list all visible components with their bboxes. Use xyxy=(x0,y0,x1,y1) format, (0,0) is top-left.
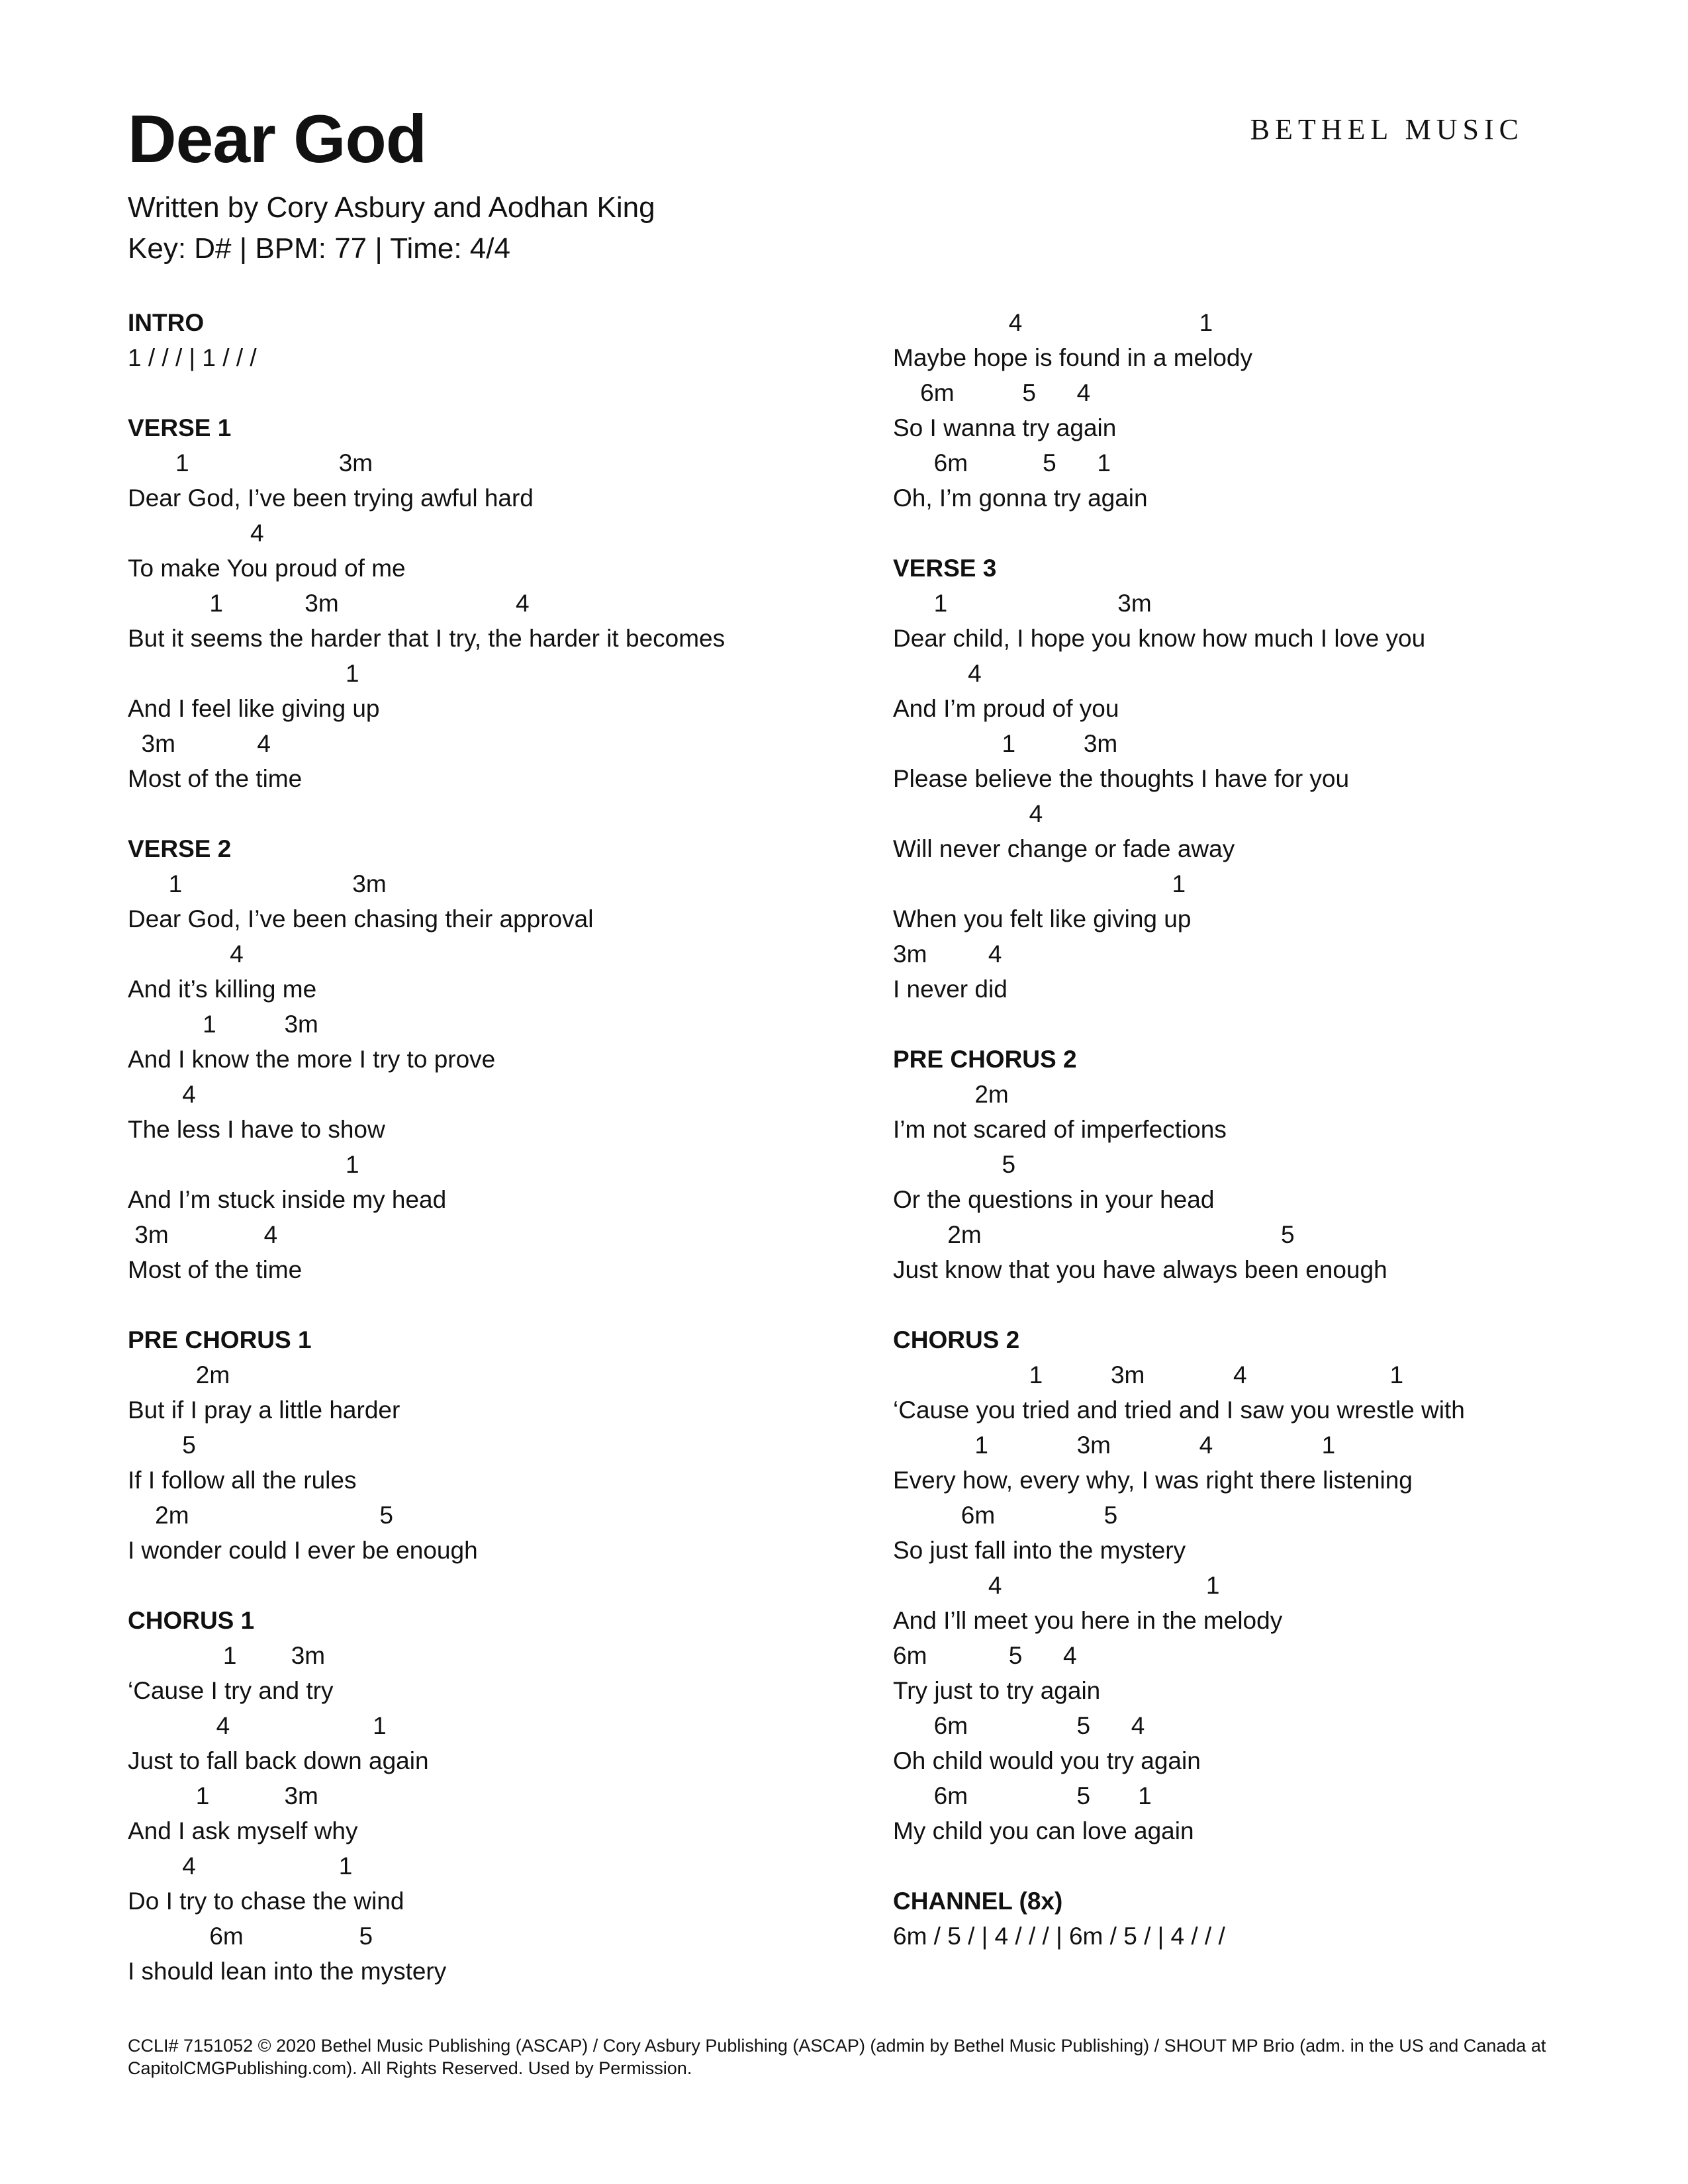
chord-line: 2m 5 xyxy=(893,1221,1295,1248)
copyright-footer: CCLI# 7151052 © 2020 Bethel Music Publishing (ASCAP) / Cory Asbury Publishing (ASCAP) (admin by Bethel Music Publishing) / SHOUT MP Brio (adm. in the US and Canada at CapitolCMGPublishing.com). All Rights Reserved. Used by Permission. xyxy=(128,2036,1546,2078)
chord-line: 4 xyxy=(893,660,982,687)
chord-line: 1 3m xyxy=(893,590,1152,617)
chord-line: 4 xyxy=(128,520,264,547)
lyric-line: My child you can love again xyxy=(893,1817,1194,1844)
chord-line: 5 xyxy=(893,1151,1016,1178)
chord-line: 4 1 xyxy=(128,1852,353,1880)
song-section xyxy=(893,1042,1555,1287)
chart-column-right xyxy=(893,305,1555,1989)
section-heading: CHANNEL (8x) xyxy=(893,1888,1063,1915)
chord-line: 4 xyxy=(893,800,1043,827)
lyric-line: The less I have to show xyxy=(128,1116,385,1143)
chord-line: 6m 5 xyxy=(128,1923,373,1950)
chord-line: 1 3m xyxy=(893,730,1118,757)
lyric-line: Just to fall back down again xyxy=(128,1747,429,1774)
lyric-line: Do I try to chase the wind xyxy=(128,1888,404,1915)
lyric-line: Just know that you have always been enough xyxy=(893,1256,1387,1283)
section-heading: VERSE 2 xyxy=(128,835,232,862)
chord-line: 6m / 5 / | 4 / / / | 6m / 5 / | 4 / / / xyxy=(893,1923,1225,1950)
lyric-line: Will never change or fade away xyxy=(893,835,1235,862)
chord-line: 1 3m 4 xyxy=(128,590,530,617)
chord-line: 1 3m xyxy=(128,1011,318,1038)
chord-line: 1 xyxy=(128,660,359,687)
chord-line: 1 xyxy=(128,1151,359,1178)
lyric-line: I should lean into the mystery xyxy=(128,1958,447,1985)
lyric-line: Most of the time xyxy=(128,765,303,792)
chord-line: 5 xyxy=(128,1432,196,1459)
section-heading: PRE CHORUS 1 xyxy=(128,1326,312,1353)
chord-line: 6m 5 4 xyxy=(893,1712,1145,1739)
lyric-line: And I’ll meet you here in the melody xyxy=(893,1607,1283,1634)
chord-line: 6m 5 4 xyxy=(893,1642,1077,1669)
section-heading: VERSE 3 xyxy=(893,555,997,582)
chord-line: 2m 5 xyxy=(128,1502,393,1529)
chord-line: 2m xyxy=(893,1081,1009,1108)
lyric-line: So I wanna try again xyxy=(893,414,1117,441)
chord-line: 3m 4 xyxy=(128,1221,278,1248)
song-title: Dear God xyxy=(128,101,427,177)
lyric-line: I’m not scared of imperfections xyxy=(893,1116,1227,1143)
section-heading: PRE CHORUS 2 xyxy=(893,1046,1077,1073)
lyric-line: Dear God, I’ve been trying awful hard xyxy=(128,484,534,512)
chord-line: 3m 4 xyxy=(128,730,271,757)
song-writers: Written by Cory Asbury and Aodhan King xyxy=(128,191,655,224)
lyric-line: If I follow all the rules xyxy=(128,1467,357,1494)
chord-line: 1 3m 4 1 xyxy=(893,1361,1404,1388)
lyric-line: Oh, I’m gonna try again xyxy=(893,484,1148,512)
chord-line: 2m xyxy=(128,1361,230,1388)
song-section xyxy=(128,1322,790,1568)
lyric-line: And I’m stuck inside my head xyxy=(128,1186,447,1213)
song-key-bpm-time: Key: D# | BPM: 77 | Time: 4/4 xyxy=(128,232,510,265)
chord-line: 4 1 xyxy=(893,1572,1220,1599)
lyric-line: Every how, every why, I was right there listening xyxy=(893,1467,1413,1494)
lyric-line: But it seems the harder that I try, the harder it becomes xyxy=(128,625,726,652)
chord-line: 1 3m 4 1 xyxy=(893,1432,1336,1459)
lyric-line: ‘Cause you tried and tried and I saw you wrestle with xyxy=(893,1396,1465,1424)
chord-line: 1 / / / | 1 / / / xyxy=(128,344,257,371)
lyric-line: And I’m proud of you xyxy=(893,695,1119,722)
chord-line: 6m 5 xyxy=(893,1502,1118,1529)
chord-line: 6m 5 4 xyxy=(893,379,1091,406)
chord-line: 6m 5 1 xyxy=(893,1782,1152,1809)
song-section xyxy=(893,305,1555,516)
chord-line: 4 xyxy=(128,1081,196,1108)
song-section xyxy=(893,1322,1555,1848)
brand-logo-text: BETHEL MUSIC xyxy=(1250,113,1524,146)
chord-line: 3m 4 xyxy=(893,940,1002,968)
chord-line: 1 3m xyxy=(128,1782,318,1809)
section-heading: INTRO xyxy=(128,309,205,336)
lyric-line: And I feel like giving up xyxy=(128,695,380,722)
lyric-line: Please believe the thoughts I have for you xyxy=(893,765,1350,792)
song-section xyxy=(893,1884,1555,1954)
lyric-line: Oh child would you try again xyxy=(893,1747,1201,1774)
lyric-line: And it’s killing me xyxy=(128,976,317,1003)
lyric-line: So just fall into the mystery xyxy=(893,1537,1186,1564)
lyric-line: ‘Cause I try and try xyxy=(128,1677,334,1704)
lyric-line: I never did xyxy=(893,976,1008,1003)
lyric-line: Dear child, I hope you know how much I love you xyxy=(893,625,1426,652)
song-section xyxy=(893,551,1555,1007)
chord-line: 4 xyxy=(128,940,244,968)
section-heading: VERSE 1 xyxy=(128,414,232,441)
song-section xyxy=(128,831,790,1287)
chord-line: 1 3m xyxy=(128,870,387,897)
chord-line: 1 3m xyxy=(128,1642,326,1669)
song-section xyxy=(128,410,790,796)
lyric-line: But if I pray a little harder xyxy=(128,1396,400,1424)
lyric-line: Or the questions in your head xyxy=(893,1186,1215,1213)
lyric-line: And I ask myself why xyxy=(128,1817,358,1844)
lyric-line: And I know the more I try to prove xyxy=(128,1046,496,1073)
chord-line: 1 xyxy=(893,870,1186,897)
chord-line: 1 3m xyxy=(128,449,373,477)
chord-line: 4 1 xyxy=(128,1712,387,1739)
lyric-line: Most of the time xyxy=(128,1256,303,1283)
chart-column-left xyxy=(128,305,790,2024)
section-heading: CHORUS 1 xyxy=(128,1607,255,1634)
chord-line: 6m 5 1 xyxy=(893,449,1111,477)
lyric-line: Maybe hope is found in a melody xyxy=(893,344,1253,371)
section-heading: CHORUS 2 xyxy=(893,1326,1020,1353)
lyric-line: To make You proud of me xyxy=(128,555,406,582)
song-section xyxy=(128,1603,790,1989)
chord-line: 4 1 xyxy=(893,309,1213,336)
lyric-line: I wonder could I ever be enough xyxy=(128,1537,478,1564)
lyric-line: Dear God, I’ve been chasing their approval xyxy=(128,905,594,933)
lyric-line: When you felt like giving up xyxy=(893,905,1192,933)
lyric-line: Try just to try again xyxy=(893,1677,1101,1704)
song-section xyxy=(128,305,790,375)
